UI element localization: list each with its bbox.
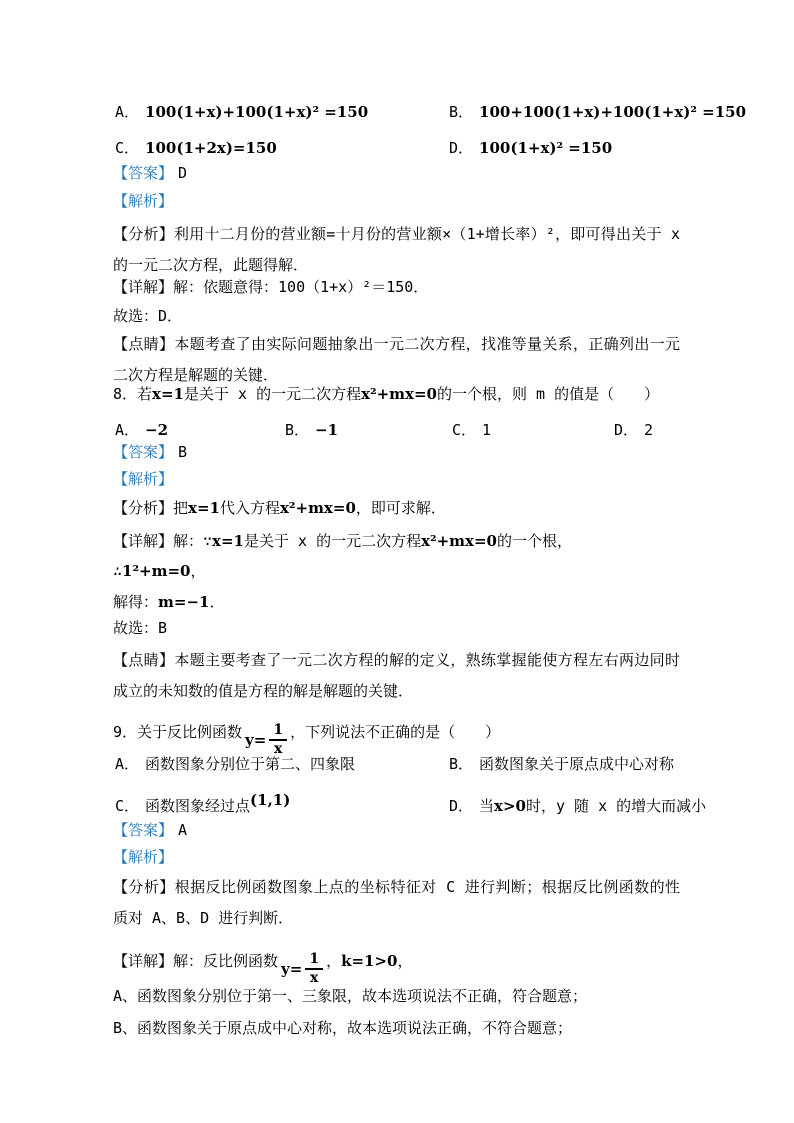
option-label: D．	[449, 139, 474, 157]
q9-detail-line	[113, 951, 413, 986]
option-label: D．	[449, 797, 474, 815]
answer-value: A	[178, 821, 188, 839]
detail-math: x=1	[212, 532, 244, 550]
answer-value: B	[178, 443, 188, 461]
option-formula: 100+100(1+x)+100(1+x)² =150	[479, 103, 747, 121]
q8-options-row	[113, 419, 680, 441]
q8-option-b	[285, 419, 338, 440]
stem-text: 8．若	[113, 385, 153, 403]
option-math-inequality: x>0	[494, 797, 526, 815]
q7-option-d	[449, 137, 612, 158]
therefore-symbol: ∴	[113, 562, 123, 580]
option-label: A．	[115, 755, 140, 773]
answer-value: D	[178, 164, 188, 182]
fraction-y-equals-1-over-x	[281, 952, 323, 987]
option-label: C．	[452, 421, 477, 439]
q7-detail-line: 【详解】解：依题意得：100（1+x）²＝150．	[113, 278, 429, 296]
detail-text: ，	[397, 952, 413, 970]
q9-option-b	[449, 753, 674, 774]
q8-option-a	[115, 419, 168, 440]
q7-options-row-2	[113, 137, 680, 159]
detail-text: 的一个根，	[497, 532, 573, 550]
option-text: 当	[479, 797, 495, 815]
option-text: 时，y 随 x 的增大而减小	[526, 797, 707, 815]
solve-text: ．	[209, 593, 225, 611]
option-value: 2	[644, 421, 654, 439]
q9-options-row-1	[113, 753, 680, 775]
q7-option-a	[115, 101, 368, 122]
jiexi-label: 【解析】	[113, 192, 174, 210]
detail-text: ，	[326, 952, 342, 970]
q8-analysis-line	[113, 498, 446, 518]
jiexi-label: 【解析】	[113, 470, 174, 488]
q8-conclusion-line: 故选：B	[113, 619, 168, 637]
option-math-point: (1,1)	[250, 791, 291, 809]
option-text: 函数图象分别位于第二、四象限	[145, 755, 356, 773]
q9-option-d	[449, 795, 706, 816]
q7-answer-line	[113, 163, 187, 183]
q7-option-b	[449, 101, 746, 122]
option-formula: 100(1+x)² =150	[479, 139, 613, 157]
q8-stem	[113, 384, 659, 404]
option-label: B．	[285, 421, 310, 439]
stem-text: 是关于 x 的一元二次方程	[183, 385, 362, 403]
answer-label: 【答案】	[113, 821, 174, 839]
q8-option-c	[452, 419, 491, 440]
option-value: −2	[145, 421, 169, 439]
q8-answer-line	[113, 442, 187, 462]
q7-jiexi-line	[113, 191, 173, 211]
q9-options-row-2	[113, 791, 707, 817]
analysis-math: x=1	[188, 499, 220, 517]
stem-math: x²+mx=0	[361, 385, 437, 403]
q9-option-a	[115, 753, 355, 774]
therefore-math: 1²+m=0	[122, 562, 191, 580]
fraction-lead: y=	[245, 731, 267, 749]
option-formula: 100(1+x)+100(1+x)² =150	[145, 103, 369, 121]
option-value: −1	[315, 421, 339, 439]
solve-math: m=−1	[158, 593, 210, 611]
option-label: C．	[115, 797, 140, 815]
detail-math: x²+mx=0	[421, 532, 497, 550]
option-label: D．	[614, 421, 639, 439]
stem-math: x=1	[152, 385, 184, 403]
q9-answer-line	[113, 820, 187, 840]
option-label: B．	[449, 755, 474, 773]
q8-option-d	[614, 419, 653, 440]
analysis-text: 代入方程	[219, 499, 280, 517]
fraction-denominator: x	[274, 741, 283, 757]
q7-comment-paragraph: 【点睛】本题考查了由实际问题抽象出一元二次方程，找准等量关系，正确列出一元二次方程是解题的关键．	[113, 335, 680, 384]
analysis-text: 【分析】把	[113, 499, 189, 517]
option-label: C．	[115, 139, 140, 157]
q9-analysis-paragraph: 【分析】根据反比例函数图象上点的坐标特征对 C 进行判断；根据反比例函数的性质对 A、B、D 进行判断．	[113, 878, 680, 927]
q9-jiexi-line	[113, 847, 173, 867]
fraction	[305, 952, 323, 987]
q7-option-c	[115, 137, 277, 158]
stem-text: 的一个根，则 m 的值是（ ）	[436, 385, 660, 403]
fraction-numerator: 1	[269, 723, 287, 741]
fraction-denominator: x	[310, 970, 319, 986]
detail-text: 是关于 x 的一元二次方程	[244, 532, 422, 550]
fraction-lead: y=	[281, 960, 303, 978]
q9-judge-line-a: A、函数图象分别位于第一、三象限，故本选项说法不正确，符合题意；	[113, 987, 588, 1005]
solve-text: 解得：	[113, 593, 159, 611]
stem-text: 9．关于反比例函数	[113, 723, 243, 741]
answer-label: 【答案】	[113, 164, 174, 182]
q9-judge-line-b: B、函数图象关于原点成中心对称，故本选项说法正确，不符合题意；	[113, 1019, 573, 1037]
option-label: A．	[115, 421, 140, 439]
jiexi-label: 【解析】	[113, 848, 174, 866]
q7-conclusion-line: 故选：D．	[113, 307, 183, 325]
q7-options-row-1	[113, 101, 747, 123]
option-formula: 100(1+2x)=150	[145, 139, 277, 157]
fraction-numerator: 1	[305, 952, 323, 970]
detail-text: 【详解】解：∵	[113, 532, 213, 550]
option-text: 函数图象关于原点成中心对称	[479, 755, 675, 773]
analysis-text: ，即可求解．	[355, 499, 446, 517]
q8-therefore-line	[113, 561, 206, 581]
answer-label: 【答案】	[113, 443, 174, 461]
option-value: 1	[482, 421, 492, 439]
option-text: 函数图象经过点	[145, 797, 251, 815]
q8-jiexi-line	[113, 469, 173, 489]
option-label: B．	[449, 103, 474, 121]
q8-solve-line	[113, 592, 224, 612]
detail-math-k: k=1>0	[341, 952, 398, 970]
therefore-text: ，	[190, 562, 206, 580]
q8-comment-paragraph: 【点睛】本题主要考查了一元二次方程的解的定义，熟练掌握能使方程左右两边同时成立的未知数的值是方程的解是解题的关键．	[113, 651, 680, 700]
q7-analysis-paragraph: 【分析】利用十二月份的营业额=十月份的营业额×（1+增长率）²，即可得出关于 x 的一元二次方程，此题得解．	[113, 225, 680, 274]
q8-detail-line	[113, 531, 572, 551]
detail-text: 【详解】解：反比例函数	[113, 952, 279, 970]
q9-option-c	[115, 791, 291, 816]
option-label: A．	[115, 103, 140, 121]
analysis-math: x²+mx=0	[279, 499, 356, 517]
stem-text: ，下列说法不正确的是（ ）	[290, 723, 501, 741]
